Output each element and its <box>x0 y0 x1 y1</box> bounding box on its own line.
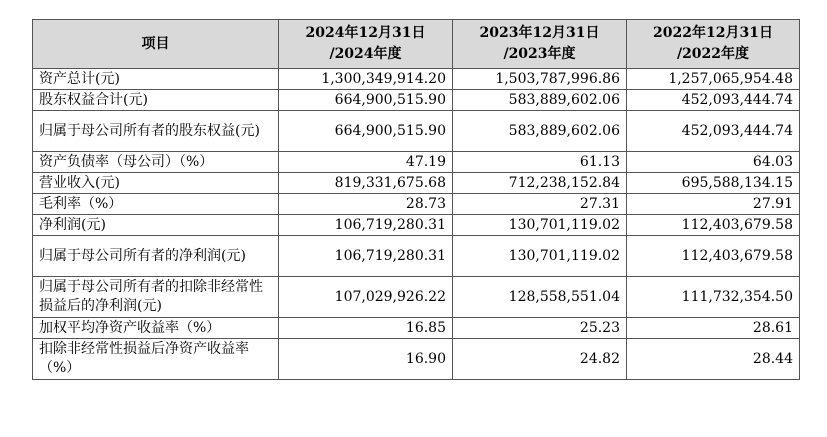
value-2022: 111,732,354.50 <box>627 277 800 318</box>
value-2024: 664,900,515.90 <box>279 111 453 152</box>
value-2023: 712,238,152.84 <box>453 173 627 194</box>
header-item-label: 项目 <box>141 35 170 52</box>
row-label: 归属于母公司所有者的扣除非经常性损益后的净利润(元) <box>33 277 279 318</box>
row-label: 归属于母公司所有者的股东权益(元) <box>33 111 279 152</box>
header-year-2024 <box>279 20 453 69</box>
value-2022: 452,093,444.74 <box>627 90 800 111</box>
header-period: /2024年度 <box>329 46 402 62</box>
value-2022: 1,257,065,954.48 <box>627 69 800 90</box>
table-row <box>33 236 800 277</box>
value-2023: 24.82 <box>453 339 627 380</box>
value-2024: 107,029,926.22 <box>279 277 453 318</box>
row-label: 股东权益合计(元) <box>33 90 279 111</box>
header-row <box>33 20 800 69</box>
header-date: 2022年12月31日 <box>653 25 773 41</box>
value-2024: 28.73 <box>279 194 453 215</box>
row-label: 毛利率（%） <box>33 194 279 215</box>
row-label: 净利润(元) <box>33 215 279 236</box>
value-2022: 452,093,444.74 <box>627 111 800 152</box>
value-2022: 28.44 <box>627 339 800 380</box>
value-2023: 583,889,602.06 <box>453 111 627 152</box>
financial-summary-table <box>32 19 800 380</box>
value-2024: 819,331,675.68 <box>279 173 453 194</box>
row-label: 资产负债率（母公司）（%） <box>33 152 279 173</box>
value-2024: 1,300,349,914.20 <box>279 69 453 90</box>
value-2024: 16.90 <box>279 339 453 380</box>
table-row <box>33 69 800 90</box>
value-2024: 47.19 <box>279 152 453 173</box>
table-body <box>33 69 800 380</box>
value-2022: 28.61 <box>627 318 800 339</box>
header-period: /2022年度 <box>676 46 750 62</box>
value-2022: 112,403,679.58 <box>627 215 800 236</box>
value-2023: 130,701,119.02 <box>453 236 627 277</box>
value-2023: 27.31 <box>453 194 627 215</box>
value-2022: 112,403,679.58 <box>627 236 800 277</box>
table-row <box>33 111 800 152</box>
table-row <box>33 339 800 380</box>
table-row <box>33 194 800 215</box>
header-period: /2023年度 <box>503 46 576 62</box>
header-item <box>33 20 279 69</box>
value-2024: 106,719,280.31 <box>279 215 453 236</box>
row-label: 资产总计(元) <box>33 69 279 90</box>
value-2023: 1,503,787,996.86 <box>453 69 627 90</box>
value-2022: 695,588,134.15 <box>627 173 800 194</box>
table-row <box>33 173 800 194</box>
value-2024: 16.85 <box>279 318 453 339</box>
header-year-2023 <box>453 20 627 69</box>
table-header <box>33 20 800 69</box>
value-2023: 61.13 <box>453 152 627 173</box>
row-label: 营业收入(元) <box>33 173 279 194</box>
value-2023: 25.23 <box>453 318 627 339</box>
value-2023: 128,558,551.04 <box>453 277 627 318</box>
header-year-2022 <box>627 20 800 69</box>
table-row <box>33 277 800 318</box>
value-2024: 664,900,515.90 <box>279 90 453 111</box>
table-row <box>33 318 800 339</box>
header-date: 2024年12月31日 <box>305 25 426 41</box>
value-2023: 583,889,602.06 <box>453 90 627 111</box>
row-label: 归属于母公司所有者的净利润(元) <box>33 236 279 277</box>
value-2024: 106,719,280.31 <box>279 236 453 277</box>
table-row <box>33 215 800 236</box>
table-row <box>33 90 800 111</box>
value-2022: 64.03 <box>627 152 800 173</box>
header-date: 2023年12月31日 <box>479 25 600 41</box>
table-row <box>33 152 800 173</box>
value-2022: 27.91 <box>627 194 800 215</box>
value-2023: 130,701,119.02 <box>453 215 627 236</box>
row-label: 加权平均净资产收益率（%） <box>33 318 279 339</box>
row-label: 扣除非经常性损益后净资产收益率（%） <box>33 339 279 380</box>
